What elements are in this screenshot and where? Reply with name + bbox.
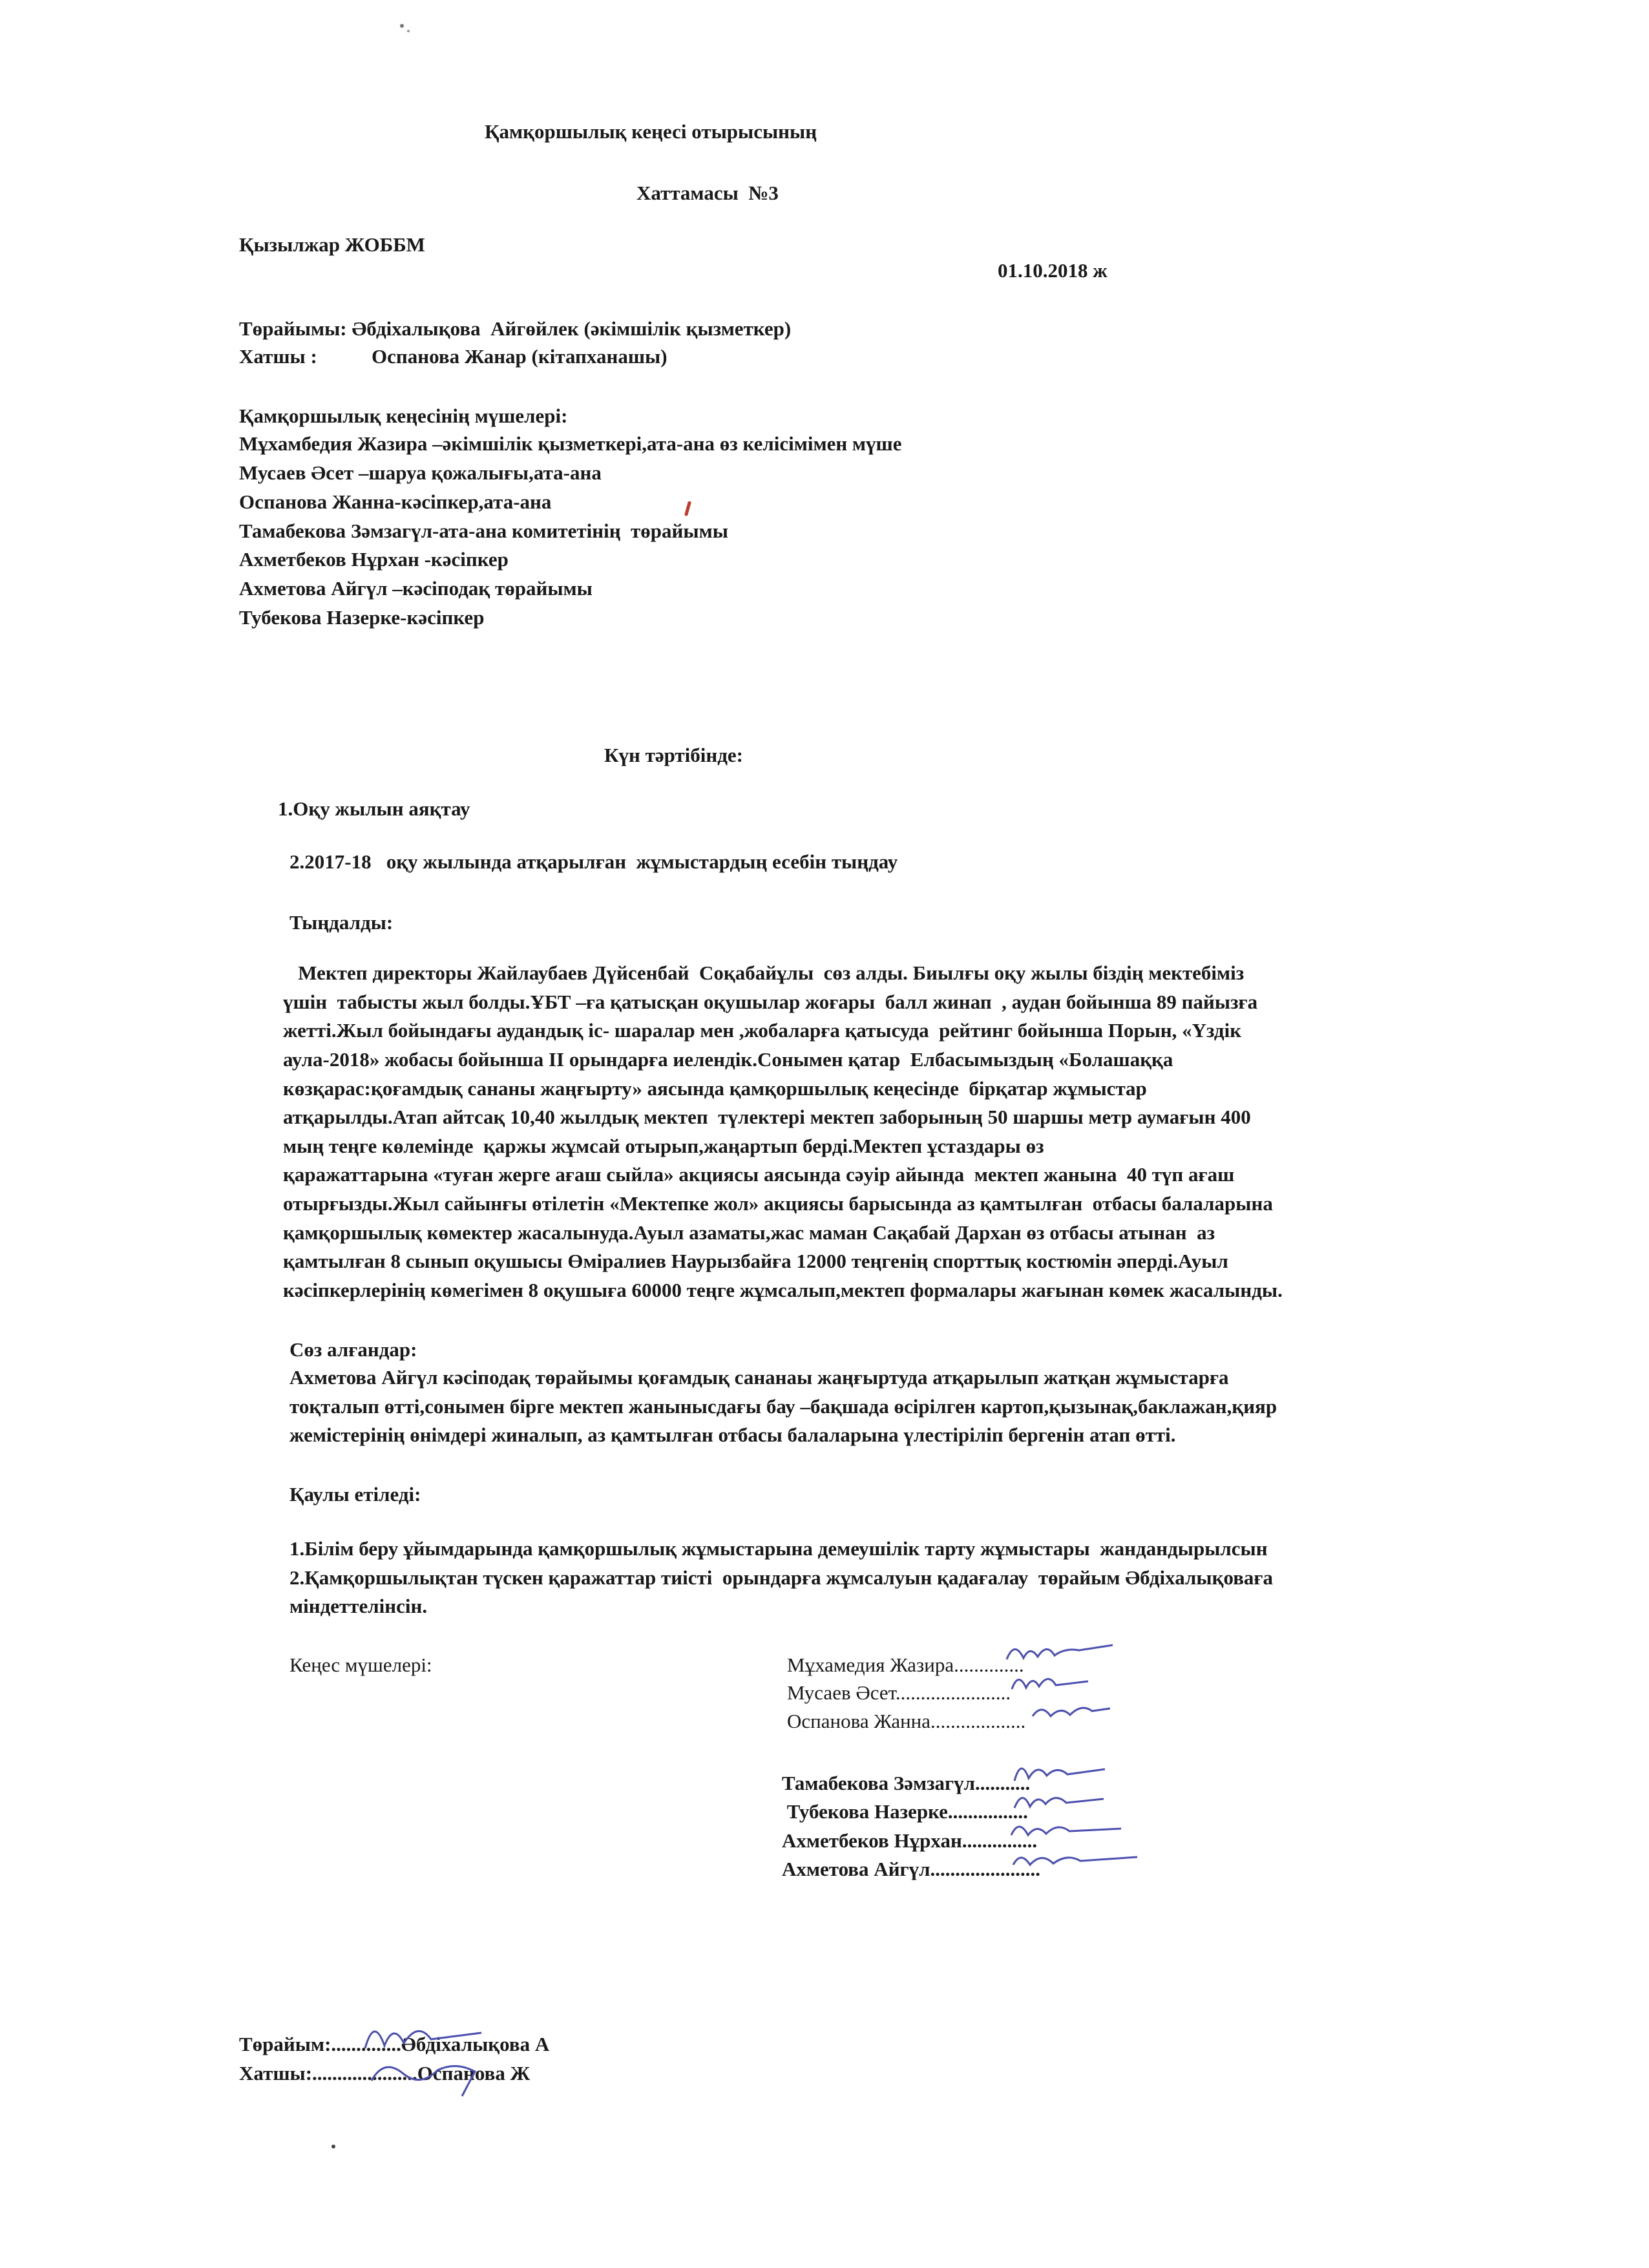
paragraph-line: атқарылды.Атап айтсақ 10,40 жылдық мектеп түлектері мектеп заборының 50 шаршы метр аумағын 400	[283, 1106, 1251, 1128]
agenda-item: 1.Оқу жылын аяқтау	[278, 797, 470, 820]
list-item: Ахметова Айгүл –кәсіподақ төрайымы	[239, 577, 593, 600]
signature-line: Тубекова Назерке................	[782, 1800, 1028, 1823]
signature-line: Тамабекова Зәмзагүл...........	[782, 1772, 1031, 1794]
paragraph-line: кәсіпкерлерінің көмегімен 8 оқушыға 60000 теңге жұмсалып,мектеп формалары жағынан көмек жасалынды.	[283, 1279, 1283, 1301]
resolution-item: 2.Қамқоршылықтан түскен қаражаттар тиісті орындарға жұмсалуын қадағалау төрайым Әбдіхалықоваға	[289, 1566, 1274, 1589]
resolution-item: 1.Білім беру ұйымдарында қамқоршылық жұмыстарына демеушілік тарту жұмыстары жандандырылсын	[289, 1537, 1268, 1560]
secretary-signature: Хатшы:.....................Оспанова Ж	[239, 2062, 530, 2084]
signature-line: Оспанова Жанна...................	[787, 1710, 1026, 1732]
list-item: Мусаев Әсет –шаруа қожалығы,ата-ана	[239, 461, 602, 484]
agenda-heading: Күн тәртібінде:	[604, 744, 743, 766]
secretary-label: Хатшы :	[239, 345, 317, 368]
ink-mark-icon	[684, 501, 693, 517]
resolution-heading: Қаулы етіледі:	[289, 1483, 421, 1506]
paragraph-line: аула-2018» жобасы бойынша ІІ орындарға иелендік.Сонымен қатар Елбасымыздың «Болашаққа	[283, 1048, 1173, 1071]
spoke-heading: Сөз алғандар:	[289, 1338, 417, 1361]
scan-speck-icon	[395, 19, 415, 39]
signature-line: Ахметова Айгүл......................	[782, 1858, 1041, 1880]
doc-date: 01.10.2018 ж	[998, 259, 1108, 282]
resolution-item: міндеттелінсін.	[289, 1595, 428, 1617]
members-signature-label: Кеңес мүшелері:	[289, 1654, 432, 1676]
list-item: Тамабекова Зәмзагүл-ата-ана комитетінің төрайымы	[239, 520, 728, 542]
chair-line: Төрайымы: Әбдіхалықова Айгөйлек (әкімшілік қызметкер)	[239, 317, 792, 340]
signature-line: Мұхамедия Жазира..............	[787, 1654, 1024, 1676]
paragraph-line: жетті.Жыл бойындағы аудандық іс- шаралар мен ,жобаларға қатысуда рейтинг бойынша Порын, «Үздік	[283, 1019, 1242, 1042]
list-item: Мұхамбедия Жазира –әкімшілік қызметкері,ата-ана өз келісімімен мүше	[239, 432, 902, 455]
listened-heading: Тыңдалды:	[289, 911, 394, 934]
agenda-item: 2.2017-18 оқу жылында атқарылған жұмыстардың есебін тыңдау	[289, 850, 898, 873]
paragraph-line: Мектеп директоры Жайлаубаев Дүйсенбай Соқабайұлы сөз алды. Биылғы оқу жылы біздің мектебіміз	[283, 961, 1245, 984]
paragraph-line: көзқарас:қоғамдық сананы жаңғырту» аясында қамқоршылық кеңесінде бірқатар жұмыстар	[283, 1077, 1147, 1100]
paragraph-line: жемістерінің өнімдері жиналып, аз қамтылған отбасы балаларына үлестіріліп бергенін атап өтті.	[289, 1423, 1176, 1446]
list-item: Тубекова Назерке-кәсіпкер	[239, 606, 485, 629]
paragraph-line: Ахметова Айгүл кәсіподақ төрайымы қоғамдық сананаы жаңғыртуда атқарылып жатқан жұмыстарға	[289, 1366, 1229, 1389]
doc-title: Қамқоршылық кеңесі отырысының	[485, 120, 817, 143]
doc-subtitle: Хаттамасы №3	[636, 182, 779, 204]
members-heading: Қамқоршылық кеңесінің мүшелері:	[239, 404, 568, 427]
signature-line: Ахметбеков Нұрхан...............	[782, 1829, 1038, 1852]
paragraph-line: мың теңге көлемінде қаржы жұмсай отырып,жаңартып берді.Мектеп ұстаздары өз	[283, 1135, 1044, 1157]
paragraph-line: қаражаттарына «туған жерге ағаш сыйла» акциясы аясында сәуір айында мектеп жанына 40 түп ағаш	[283, 1163, 1235, 1186]
list-item: Оспанова Жанна-кәсіпкер,ата-ана	[239, 490, 552, 513]
paragraph-line: қамтылған 8 сынып оқушысы Өміралиев Наурызбайға 12000 теңгенің спорттық костюмін әперді.Ауыл	[283, 1250, 1228, 1272]
list-item: Ахметбеков Нұрхан -кәсіпкер	[239, 548, 509, 571]
scan-speck-icon	[330, 2143, 337, 2150]
paragraph-line: отырғызды.Жыл сайынғы өтілетін «Мектепке жол» акциясы барысында аз қамтылған отбасы балаларына	[283, 1192, 1273, 1215]
signature-scribble-icon	[365, 2048, 494, 2106]
secretary-name: Оспанова Жанар (кітапханашы)	[372, 345, 667, 368]
paragraph-line: тоқталып өтті,сонымен бірге мектеп жанынысдағы бау –бақшада өсірілген картоп,қызынақ,баклажан,қияр	[289, 1395, 1277, 1418]
signature-scribble-icon	[1008, 1839, 1144, 1878]
paragraph-line: үшін табысты жыл болды.ҰБТ –ға қатысқан оқушылар жоғары балл жинап , аудан бойынша 89 пайызға	[283, 991, 1258, 1013]
chair-signature: Төрайым:..............Әбдіхалықова А	[239, 2033, 550, 2055]
school-name: Қызылжар ЖОББМ	[239, 233, 425, 256]
paragraph-line: қамқоршылық көмектер жасалынуда.Ауыл азаматы,жас маман Сақабай Дархан өз отбасы атынан аз	[283, 1221, 1215, 1244]
signature-scribble-icon	[1027, 1692, 1118, 1730]
signature-line: Мусаев Әсет.......................	[787, 1681, 1011, 1704]
